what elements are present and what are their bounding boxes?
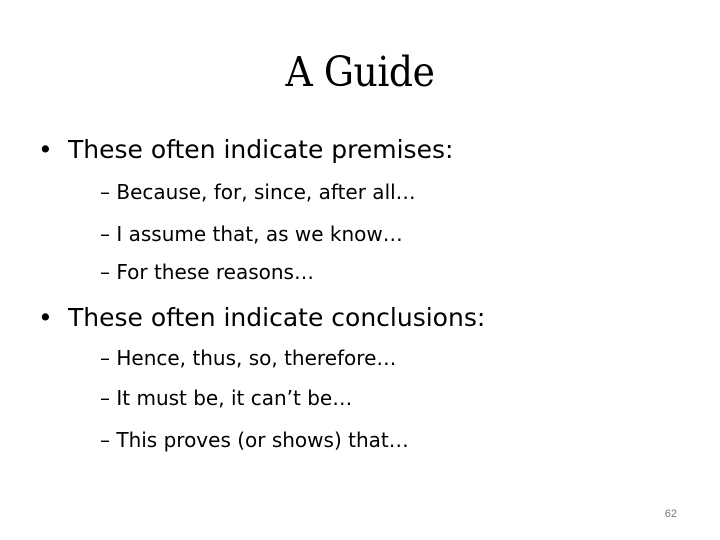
sub-item [100,344,396,372]
sub-item-text: I assume that, as we know… [116,222,403,246]
bullet-dot: • [38,303,53,332]
page-number: 62 [664,508,677,520]
dash-marker: – [100,386,110,410]
dash-marker: – [100,180,110,204]
sub-item-text: This proves (or shows) that… [116,428,409,452]
bullet-premises [38,134,453,166]
sub-item-text: It must be, it can’t be… [116,386,353,410]
sub-item-text: Hence, thus, so, therefore… [116,346,397,370]
bullet-heading-conclusions: These often indicate conclusions: [68,303,486,332]
bullet-heading-premises: These often indicate premises: [68,135,454,164]
bullet-dot: • [38,135,53,164]
dash-marker: – [100,222,110,246]
sub-item [100,220,403,248]
dash-marker: – [100,428,110,452]
bullet-conclusions [38,302,485,334]
sub-item-text: For these reasons… [116,260,314,284]
sub-item [100,384,352,412]
sub-item [100,178,416,206]
slide-title: A Guide [285,48,435,96]
sub-item [100,258,314,286]
dash-marker: – [100,260,110,284]
sub-item-text: Because, for, since, after all… [116,180,416,204]
dash-marker: – [100,346,110,370]
sub-item [100,426,409,454]
